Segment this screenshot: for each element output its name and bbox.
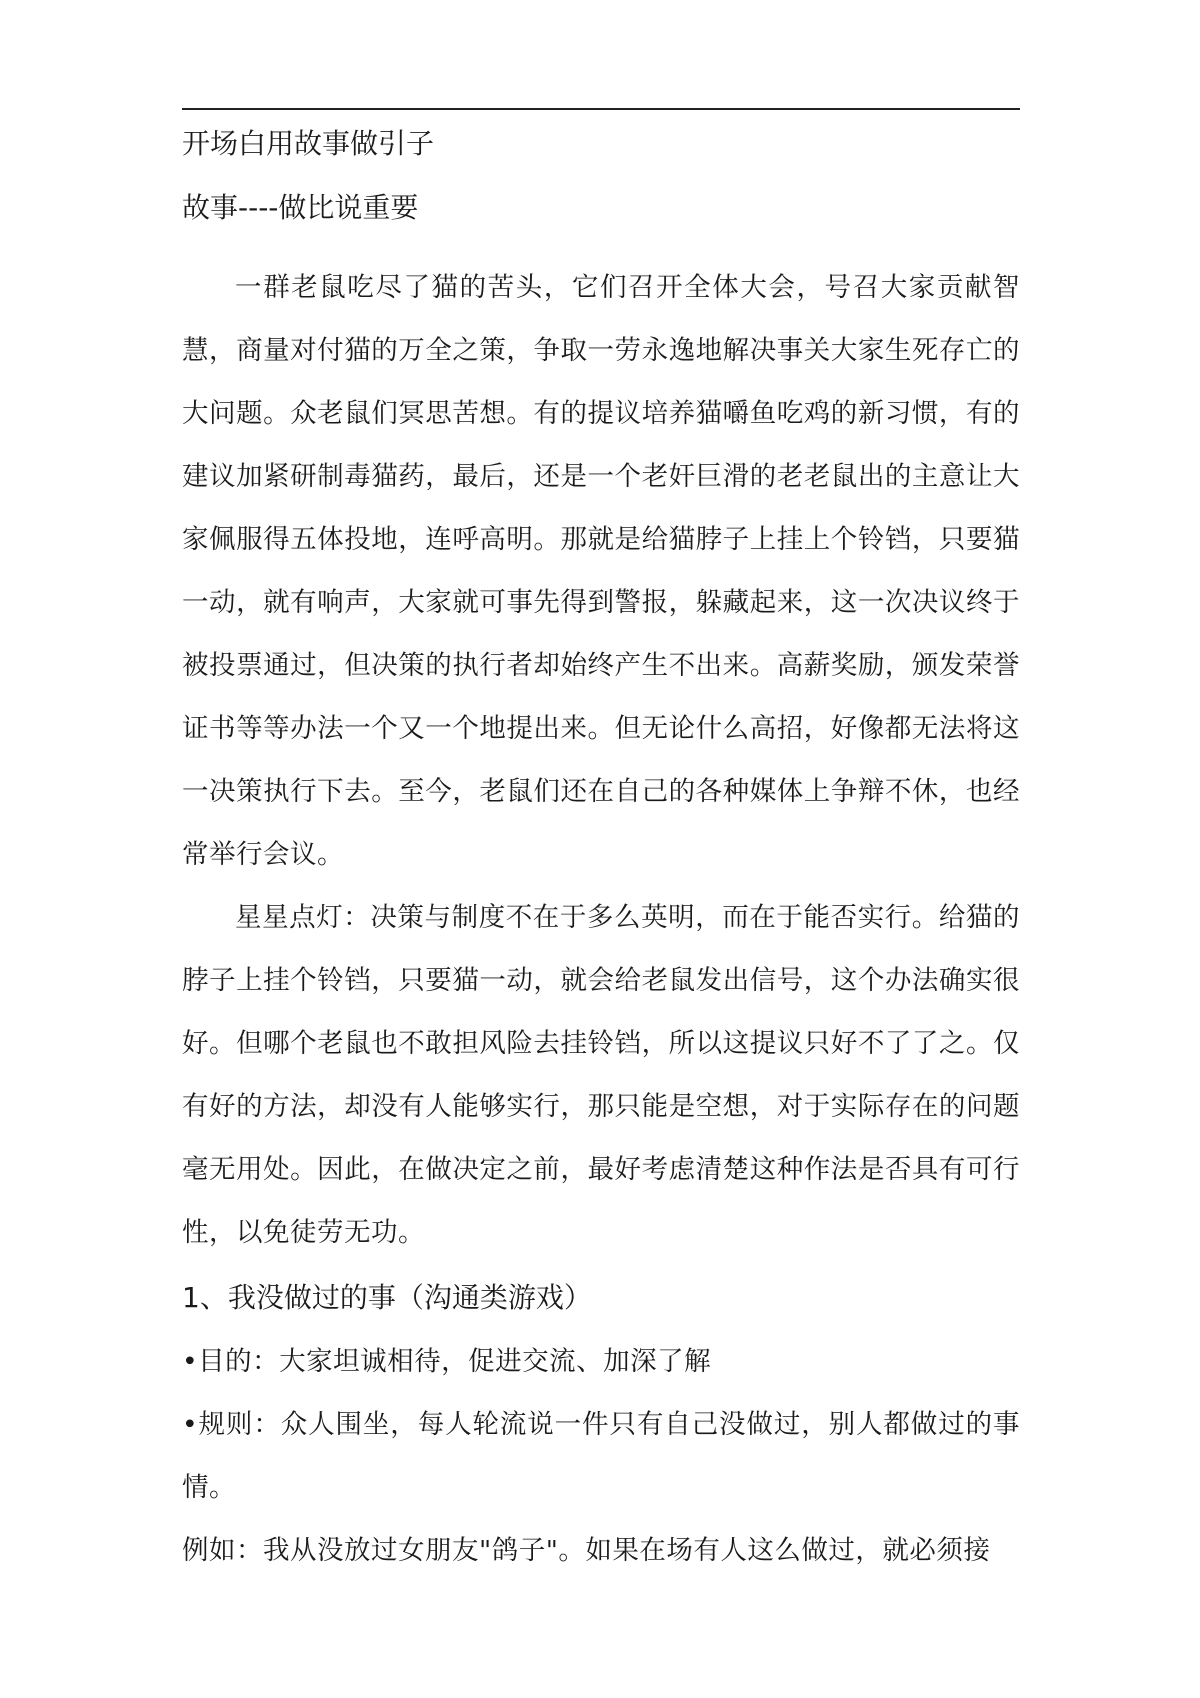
heading-story-importance: 故事----做比说重要	[182, 191, 419, 224]
heading-game-title: 1、我没做过的事（沟通类游戏）	[182, 1281, 592, 1314]
game-purpose: •目的：大家坦诚相待，促进交流、加深了解	[182, 1346, 712, 1377]
story-paragraph: 一群老鼠吃尽了猫的苦头，它们召开全体大会，号召大家贡献智慧，商量对付猫的万全之策，争取一劳永逸地解决事关大家生死存亡的大问题。众老鼠们冥思苦想。有的提议培养猫嚼鱼吃鸡的新习惯，有的建议加紧研制毒猫药，最后，还是一个老奸巨滑的老老鼠出的主意让大家佩服得五体投地，连呼高明。那就是给猫脖子上挂上个铃铛，只要猫一动，就有响声，大家就可事先得到警报，躲藏起来，这一次决议终于被投票通过，但决策的执行者却始终产生不出来。高薪奖励，颁发荣誉证书等等办法一个又一个地提出来。但无论什么高招，好像都无法将这一决策执行下去。至今，老鼠们还在自己的各种媒体上争辩不休，也经常举行会议。	[182, 272, 1020, 870]
comment-paragraph: 星星点灯：决策与制度不在于多么英明，而在于能否实行。给猫的脖子上挂个铃铛，只要猫一动，就会给老鼠发出信号，这个办法确实很好。但哪个老鼠也不敢担风险去挂铃铛，所以这提议只好不了了之。仅有好的方法，却没有人能够实行，那只能是空想，对于实际存在的问题毫无用处。因此，在做决定之前，最好考虑清楚这种作法是否具有可行性，以免徒劳无功。	[182, 902, 1020, 1248]
header-rule	[182, 108, 1020, 110]
game-example: 例如：我从没放过女朋友"鸽子"。如果在场有人这么做过，就必须接	[182, 1535, 991, 1566]
game-rules: •规则：众人围坐，每人轮流说一件只有自己没做过，别人都做过的事情。	[182, 1409, 1020, 1503]
document-body	[182, 112, 1020, 1582]
heading-opening-story: 开场白用故事做引子	[182, 127, 435, 160]
